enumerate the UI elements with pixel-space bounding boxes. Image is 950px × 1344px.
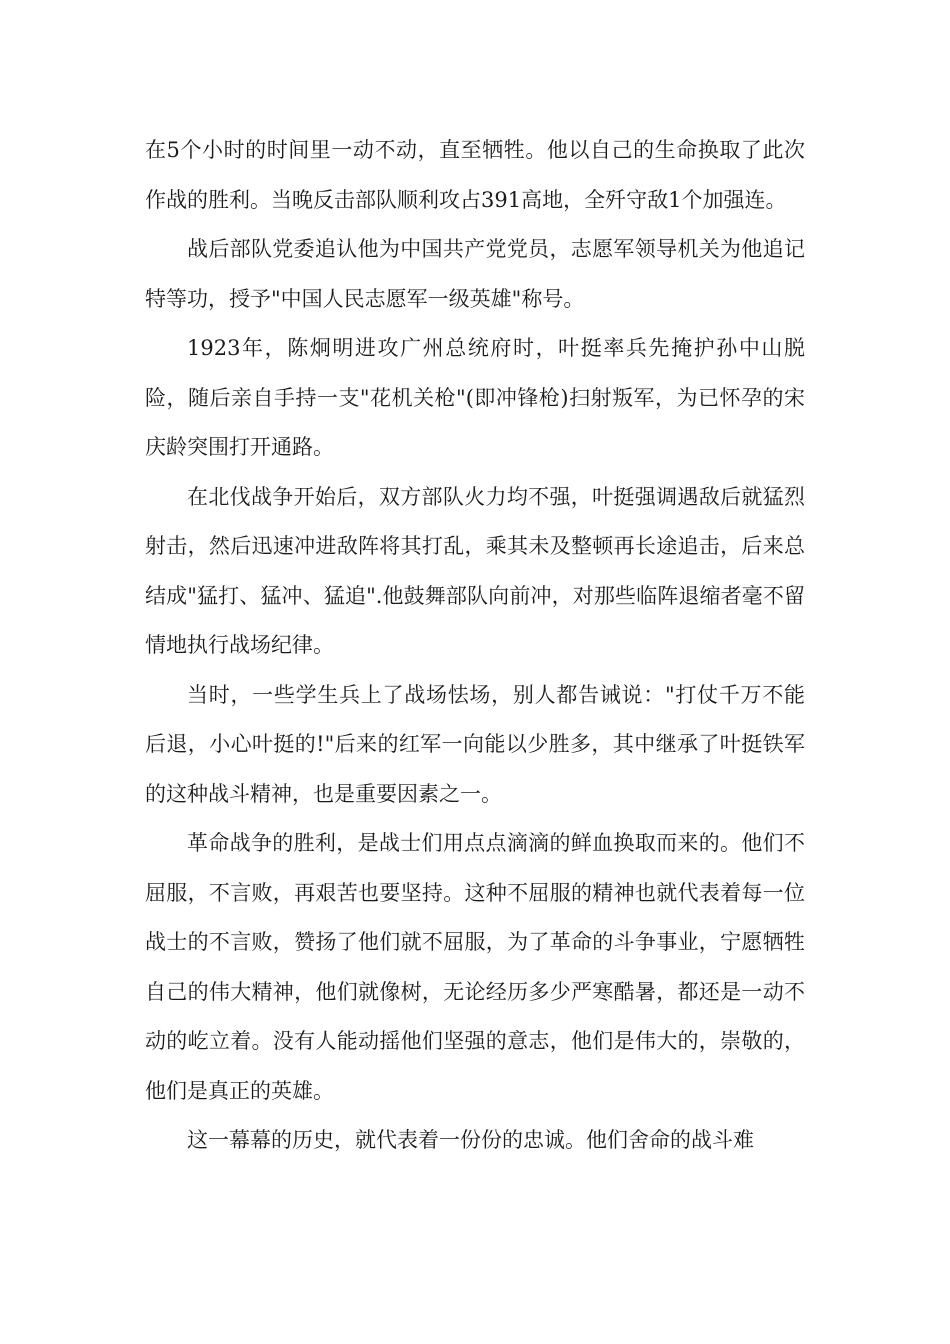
paragraph-continuation: 在5个小时的时间里一动不动，直至牺牲。他以自己的生命换取了此次作战的胜利。当晚反击部队顺利攻占391高地，全歼守敌1个加强连。 bbox=[145, 138, 805, 212]
paragraph: 1923年，陈炯明进攻广州总统府时，叶挺率兵先掩护孙中山脱险，随后亲自手持一支"花机关枪"(即冲锋枪)扫射叛军，为已怀孕的宋庆龄突围打开通路。 bbox=[145, 336, 805, 459]
paragraph: 这一幕幕的历史，就代表着一份份的忠诚。他们舍命的战斗难 bbox=[187, 1128, 754, 1152]
paragraph: 革命战争的胜利，是战士们用点点滴滴的鲜血换取而来的。他们不屈服，不言败，再艰苦也要坚持。这种不屈服的精神也就代表着每一位战士的不言败，赞扬了他们就不屈服，为了革命的斗争事业，宁愿牺牲自己的伟大精神，他们就像树，无论经历多少严寒酷暑，都还是一动不动的屹立着。没有人能动摇他们坚强的意志，他们是伟大的，崇敬的，他们是真正的英雄。 bbox=[145, 831, 805, 1103]
paragraph: 当时，一些学生兵上了战场怯场，别人都告诫说："打仗千万不能后退，小心叶挺的!"后来的红军一向能以少胜多，其中继承了叶挺铁军的这种战斗精神，也是重要因素之一。 bbox=[145, 682, 805, 806]
paragraph: 战后部队党委追认他为中国共产党党员，志愿军领导机关为他追记特等功，授予"中国人民志愿军一级英雄"称号。 bbox=[145, 237, 805, 311]
document-body bbox=[145, 126, 805, 1166]
paragraph: 在北伐战争开始后，双方部队火力均不强，叶挺强调遇敌后就猛烈射击，然后迅速冲进敌阵将其打乱，乘其未及整顿再长途追击，后来总结成"猛打、猛冲、猛追".他鼓舞部队向前冲，对那些临阵退缩者毫不留情地执行战场纪律。 bbox=[145, 484, 805, 657]
